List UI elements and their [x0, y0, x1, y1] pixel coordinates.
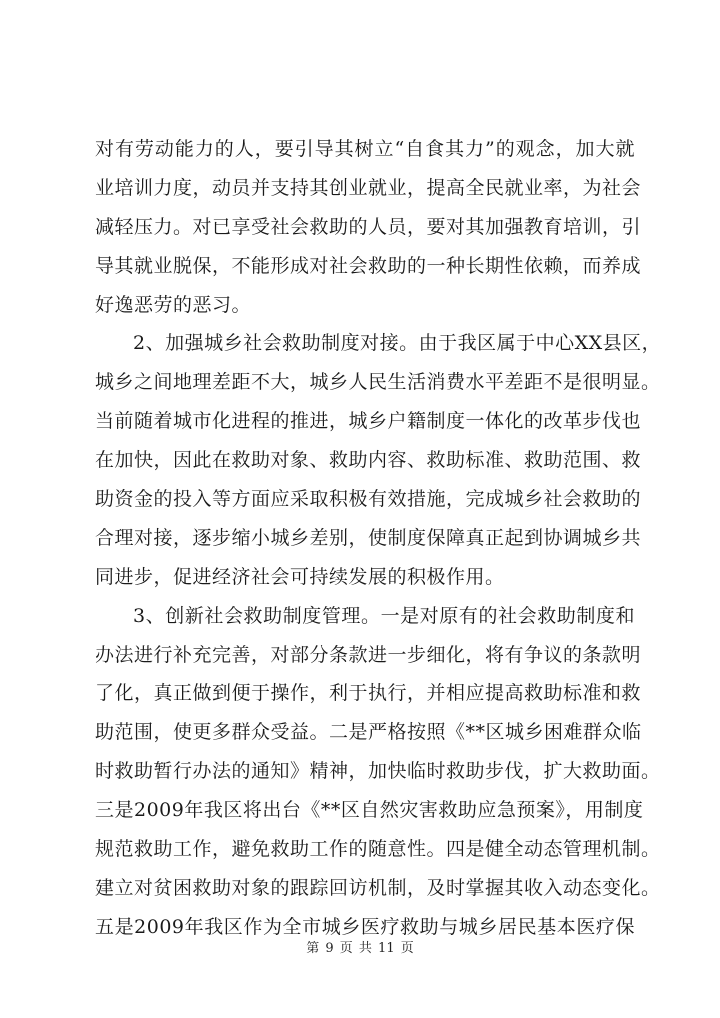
text-line: 对有劳动能力的人，要引导其树立“自食其力”的观念，加大就	[95, 138, 635, 160]
body-text	[95, 130, 662, 947]
text-line: 三是2009年我区将出台《**区自然灾害救助应急预案》，用制度	[95, 799, 644, 822]
text-line: 当前随着城市化进程的推进，城乡户籍制度一体化的改革步伐也	[95, 410, 642, 433]
text-line: 同进步，促进经济社会可持续发展的积极作用。	[95, 565, 505, 588]
text-line: 五是2009年我区作为全市城乡医疗救助与城乡居民基本医疗保	[95, 915, 635, 938]
text-line: 助资金的投入等方面应采取积极有效措施，完成城乡社会救助的	[95, 488, 642, 511]
text-line: 合理对接，逐步缩小城乡差别，使制度保障真正起到协调城乡共	[95, 526, 642, 549]
text-line: 导其就业脱保，不能形成对社会救助的一种长期性依赖，而养成	[95, 254, 642, 277]
text-line: 业培训力度，动员并支持其创业就业，提高全民就业率，为社会	[95, 176, 642, 199]
text-line: 好逸恶劳的恶习。	[95, 293, 252, 316]
text-line: 在加快，因此在救助对象、救助内容、救助标准、救助范围、救	[95, 449, 642, 472]
section-heading-line: 3、创新社会救助制度管理。一是对原有的社会救助制度和	[133, 604, 635, 627]
text-line: 减轻压力。对已享受社会救助的人员，要对其加强教育培训，引	[95, 215, 642, 238]
section-heading-line: 2、加强城乡社会救助制度对接。由于我区属于中心XX县区，	[133, 332, 662, 355]
text-line: 规范救助工作，避免救助工作的随意性。四是健全动态管理机制。	[95, 838, 661, 861]
text-line: 了化，真正做到便于操作，利于执行，并相应提高救助标准和救	[95, 682, 642, 705]
page-number-footer: 第 9 页 共 11 页	[306, 941, 414, 956]
text-line: 助范围，使更多群众受益。二是严格按照《**区城乡困难群众临	[95, 721, 642, 744]
text-line: 建立对贫困救助对象的跟踪回访机制，及时掌握其收入动态变化。	[95, 876, 661, 899]
text-line: 办法进行补充完善，对部分条款进一步细化，将有争议的条款明	[95, 643, 642, 666]
text-line: 城乡之间地理差距不大，城乡人民生活消费水平差距不是很明显。	[95, 371, 661, 394]
text-line: 时救助暂行办法的通知》精神，加快临时救助步伐，扩大救助面。	[95, 760, 661, 783]
